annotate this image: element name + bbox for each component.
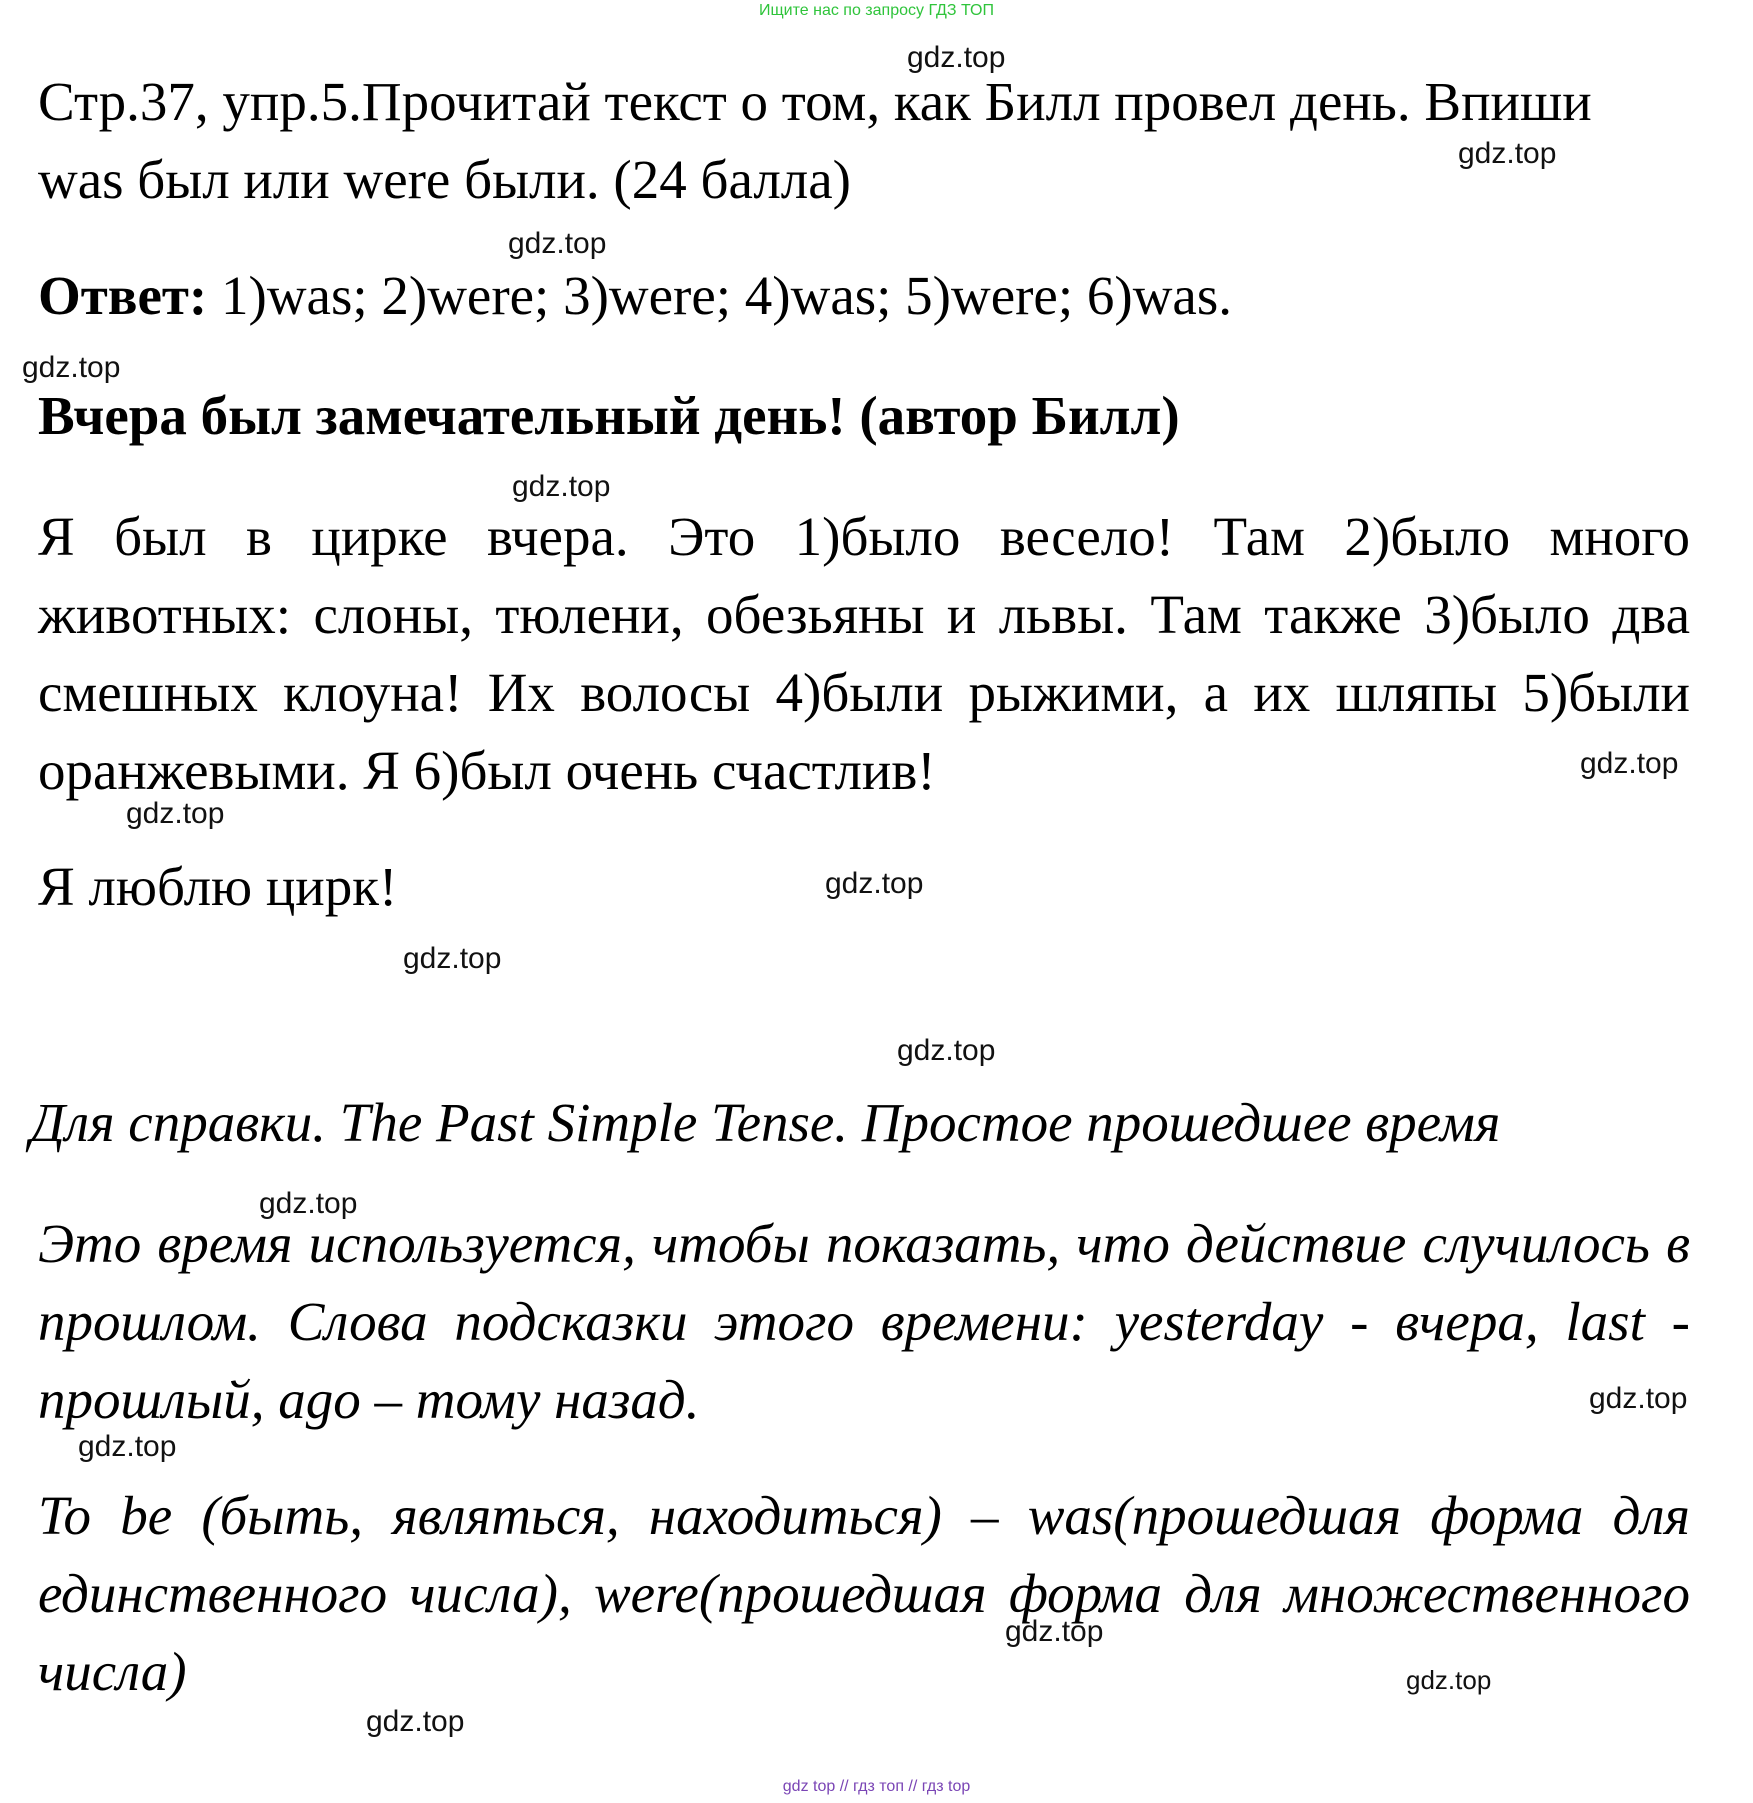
watermark: gdz.top [1406, 1665, 1492, 1695]
answer-line [38, 261, 1690, 331]
top-banner: Ищите нас по запросу ГДЗ ТОП [759, 2, 994, 19]
reference-paragraph-1: Это время используется, чтобы показать, что действие случилось в прошлом. Слова подсказки этого времени: yesterday - вчера, last - прошлый, ago – тому назад. [38, 1213, 1690, 1430]
watermark: gdz.top [897, 1034, 996, 1067]
watermark: gdz.top [126, 797, 225, 830]
task-heading: Стр.37, упр.5.Прочитай текст о том, как Билл провел день. Впиши was был или were были. (24 балла) [38, 71, 1592, 210]
story-title: Вчера был замечательный день! (автор Билл) [38, 385, 1180, 446]
story-closing: Я люблю цирк! [38, 856, 398, 917]
answer-text: 1)was; 2)were; 3)were; 4)was; 5)were; 6)was. [207, 265, 1232, 326]
watermark: gdz.top [907, 41, 1006, 74]
answer-label: Ответ: [38, 265, 208, 326]
watermark: gdz.top [508, 227, 607, 260]
watermark: gdz.top [366, 1705, 465, 1738]
watermark: gdz.top [825, 867, 924, 900]
watermark: gdz.top [78, 1430, 177, 1463]
story-body: Я был в цирке вчера. Это 1)было весело! Там 2)было много животных: слоны, тюлени, обезьяны и львы. Там также 3)было два смешных клоуна! Их волосы 4)были рыжими, а их шляпы 5)были оранжевыми. Я 6)был очень счастлив! [38, 506, 1690, 801]
watermark: gdz.top [1589, 1382, 1688, 1415]
watermark: gdz.top [512, 470, 611, 503]
watermark: gdz.top [1458, 137, 1557, 170]
bottom-banner: gdz top // гдз топ // гдз top [782, 1778, 971, 1795]
watermark: gdz.top [22, 351, 121, 384]
watermark: gdz.top [259, 1187, 358, 1220]
watermark: gdz.top [1580, 747, 1679, 780]
reference-paragraph-2: To be (быть, являться, находиться) – was(прошедшая форма для единственного числа), were(прошедшая форма для множественного числа) [38, 1485, 1690, 1702]
watermark: gdz.top [1005, 1615, 1104, 1648]
reference-title: Для справки. The Past Simple Tense. Простое прошедшее время [30, 1092, 1501, 1153]
watermark: gdz.top [403, 942, 502, 975]
